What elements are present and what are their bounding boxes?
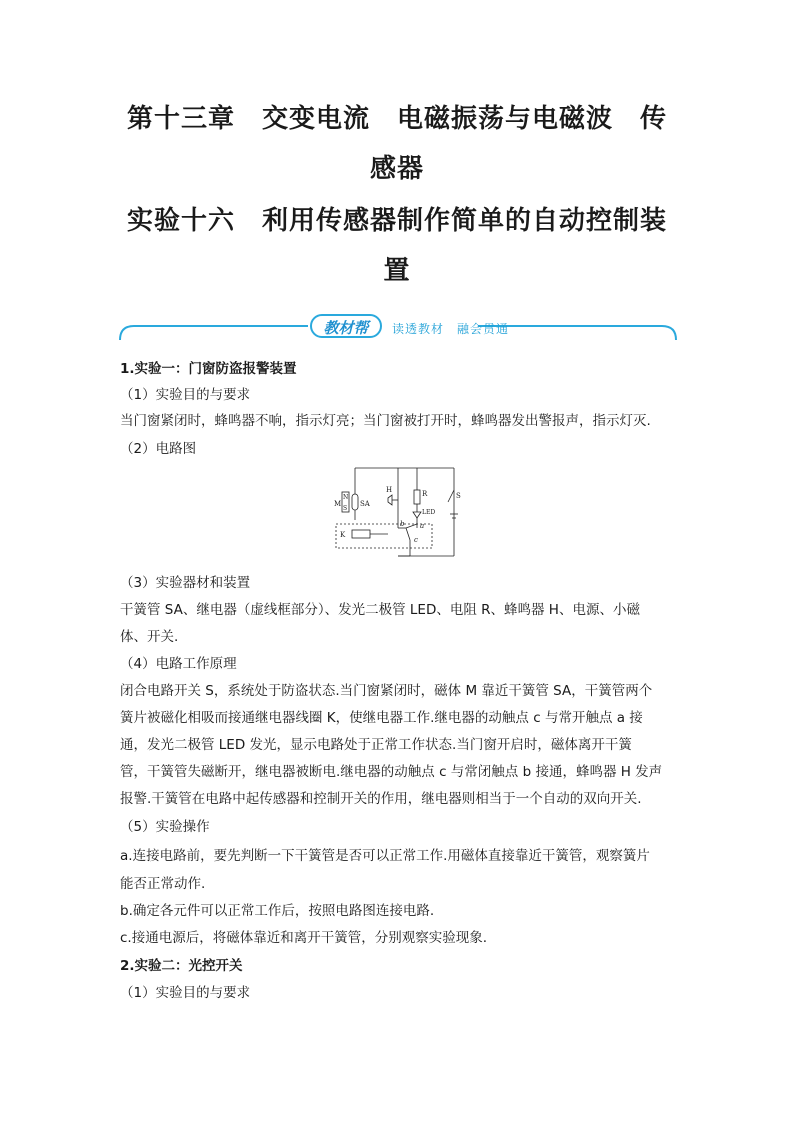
section1-4-text-e: 报警.干簧管在电路中起传感器和控制开关的作用，继电器则相当于一个自动的双向开关. — [120, 791, 642, 807]
section1-4-text-b: 簧片被磁化相吸而接通继电器线圈 K，使继电器工作.继电器的动触点 c 与常开触点 a 接 — [120, 710, 643, 726]
section1-3-text-b: 体、开关. — [120, 629, 179, 645]
circuit-label-H: H — [386, 486, 393, 494]
section1-3-heading: （3）实验器材和装置 — [120, 575, 251, 591]
section1-3-text-a: 干簧管 SA、继电器（虚线框部分）、发光二极管 LED、电阻 R、蜂鸣器 H、电源、小磁 — [120, 602, 640, 618]
circuit-label-S-magnet: S — [343, 505, 348, 512]
section1-5-item-b: b.确定各元件可以正常工作后，按照电路图连接电路. — [120, 903, 435, 919]
section2-heading: 2.实验二：光控开关 — [120, 958, 243, 974]
banner-badge: 教材帮 — [310, 314, 382, 338]
circuit-label-M: M — [334, 500, 342, 508]
experiment-title-line2: 置 — [383, 256, 411, 286]
section1-5-heading: （5）实验操作 — [120, 819, 210, 835]
section1-2-heading: （2）电路图 — [120, 441, 197, 457]
circuit-label-S: S — [456, 492, 461, 500]
chapter-title-line1: 第十三章 交变电流 电磁振荡与电磁波 传 — [126, 104, 667, 134]
circuit-label-a: a — [420, 522, 425, 530]
circuit-label-R: R — [422, 490, 428, 498]
experiment-title — [120, 196, 674, 296]
circuit-label-SA: SA — [360, 500, 370, 508]
circuit-label-b: b — [400, 520, 405, 528]
banner-subtitle: 读透教材 融会贯通 — [392, 322, 510, 336]
circuit-diagram — [328, 462, 468, 562]
chapter-title-line2: 感器 — [369, 154, 424, 184]
circuit-label-LED: LED — [422, 509, 436, 516]
section1-1-text: 当门窗紧闭时，蜂鸣器不响，指示灯亮；当门窗被打开时，蜂鸣器发出警报声，指示灯灭. — [120, 413, 651, 429]
section1-4-text-c: 通，发光二极管 LED 发光，显示电路处于正常工作状态.当门窗开启时，磁体离开干簧 — [120, 737, 632, 753]
section2-1-heading: （1）实验目的与要求 — [120, 985, 251, 1001]
section1-4-text-a: 闭合电路开关 S，系统处于防盗状态.当门窗紧闭时，磁体 M 靠近干簧管 SA，干簧管两个 — [120, 683, 653, 699]
circuit-label-K: K — [340, 531, 346, 539]
section1-5-item-c: c.接通电源后，将磁体靠近和离开干簧管，分别观察实验现象. — [120, 930, 488, 946]
section1-4-heading: （4）电路工作原理 — [120, 656, 237, 672]
section1-4-text-d: 管，干簧管失磁断开，继电器被断电.继电器的动触点 c 与常闭触点 b 接通，蜂鸣器 H 发声 — [120, 764, 663, 780]
circuit-label-c: c — [414, 536, 418, 544]
section1-1-heading: （1）实验目的与要求 — [120, 387, 251, 403]
circuit-label-N: N — [343, 494, 349, 501]
section1-heading: 1.实验一：门窗防盗报警装置 — [120, 361, 297, 377]
section1-5-item-a-line1: a.连接电路前，要先判断一下干簧管是否可以正常工作.用磁体直接靠近干簧管，观察簧片 — [120, 848, 650, 864]
experiment-title-line1: 实验十六 利用传感器制作简单的自动控制装 — [126, 206, 667, 236]
chapter-title — [120, 94, 674, 194]
section1-5-item-a-line2: 能否正常动作. — [120, 876, 206, 892]
